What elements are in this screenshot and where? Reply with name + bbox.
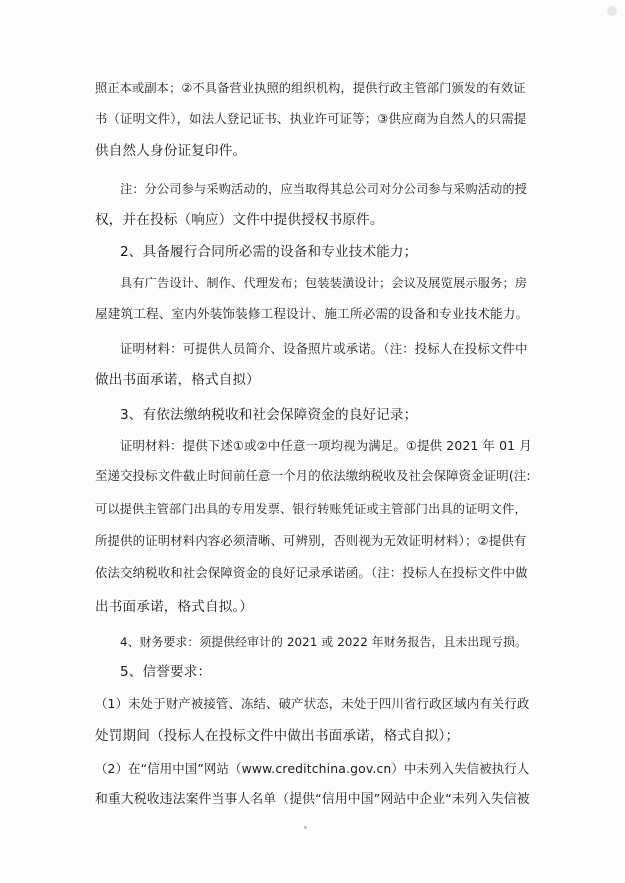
text-line: （1）未处于财产被接管、冻结、破产状态，未处于四川省行政区域内有关行政 bbox=[95, 696, 530, 711]
text-line: 书（证明文件），如法人登记证书、执业许可证等；③供应商为自然人的只需提 bbox=[95, 111, 527, 126]
text-line: 证明材料：可提供人员简介、设备照片或承诺。（注：投标人在投标文件中 bbox=[120, 341, 528, 356]
text-line: 权，并在投标（响应）文件中提供授权书原件。 bbox=[95, 212, 384, 228]
section-heading: 2、具备履行合同所必需的设备和专业技术能力； bbox=[120, 244, 418, 260]
text-line: 供自然人身份证复印件。 bbox=[95, 143, 247, 159]
text-line: 所提供的证明材料内容必须清晰、可辨别，否则视为无效证明材料）；②提供有 bbox=[95, 533, 527, 548]
text-line: 可以提供主管部门出具的专用发票、银行转账凭证或主管部门出具的证明文件， bbox=[95, 502, 527, 516]
scan-corner-mark bbox=[607, 6, 617, 16]
scan-dot bbox=[304, 826, 307, 829]
text-line: 具有广告设计、制作、代理发布；包装装潢设计；会议及展览展示服务；房 bbox=[120, 276, 528, 290]
text-line: 做出书面承诺，格式自拟） bbox=[95, 372, 260, 388]
text-line: 注：分公司参与采购活动的，应当取得其总公司对分公司参与采购活动的授 bbox=[120, 182, 528, 196]
text-line: 处罚期间（投标人在投标文件中做出书面承诺，格式自拟）； bbox=[95, 728, 460, 744]
section-heading: 3、有依法缴纳税收和社会保障资金的良好记录； bbox=[120, 407, 418, 423]
section-heading: 5、信誉要求： bbox=[120, 664, 212, 680]
text-line: 照正本或副本；②不具备营业执照的组织机构，提供行政主管部门颁发的有效证 bbox=[95, 81, 526, 95]
section-heading: 4、财务要求：须提供经审计的 2021 或 2022 年财务报告，且未出现亏损。 bbox=[120, 635, 528, 649]
text-line: 证明材料：提供下述①或②中任意一项均视为满足。①提供 2021 年 01 月 bbox=[120, 438, 532, 453]
text-line: 依法交纳税收和社会保障资金的良好记录承诺函。（注：投标人在投标文件中做 bbox=[95, 565, 528, 580]
text-line: （2）在“信用中国”网站（www.creditchina.gov.cn）中未列入失信被执行人 bbox=[95, 761, 530, 776]
text-line: 屋建筑工程、室内外装饰装修工程设计、施工所必需的设备和专业技术能力。 bbox=[95, 306, 529, 321]
text-line: 至递交投标文件截止时间前任意一个月的依法缴纳税收及社会保障资金证明(注: bbox=[95, 468, 531, 483]
text-line: 出书面承诺，格式自拟。） bbox=[95, 599, 254, 615]
text-line: 和重大税收违法案件当事人名单（提供“信用中国”网站中企业“未列入失信被 bbox=[95, 792, 530, 807]
